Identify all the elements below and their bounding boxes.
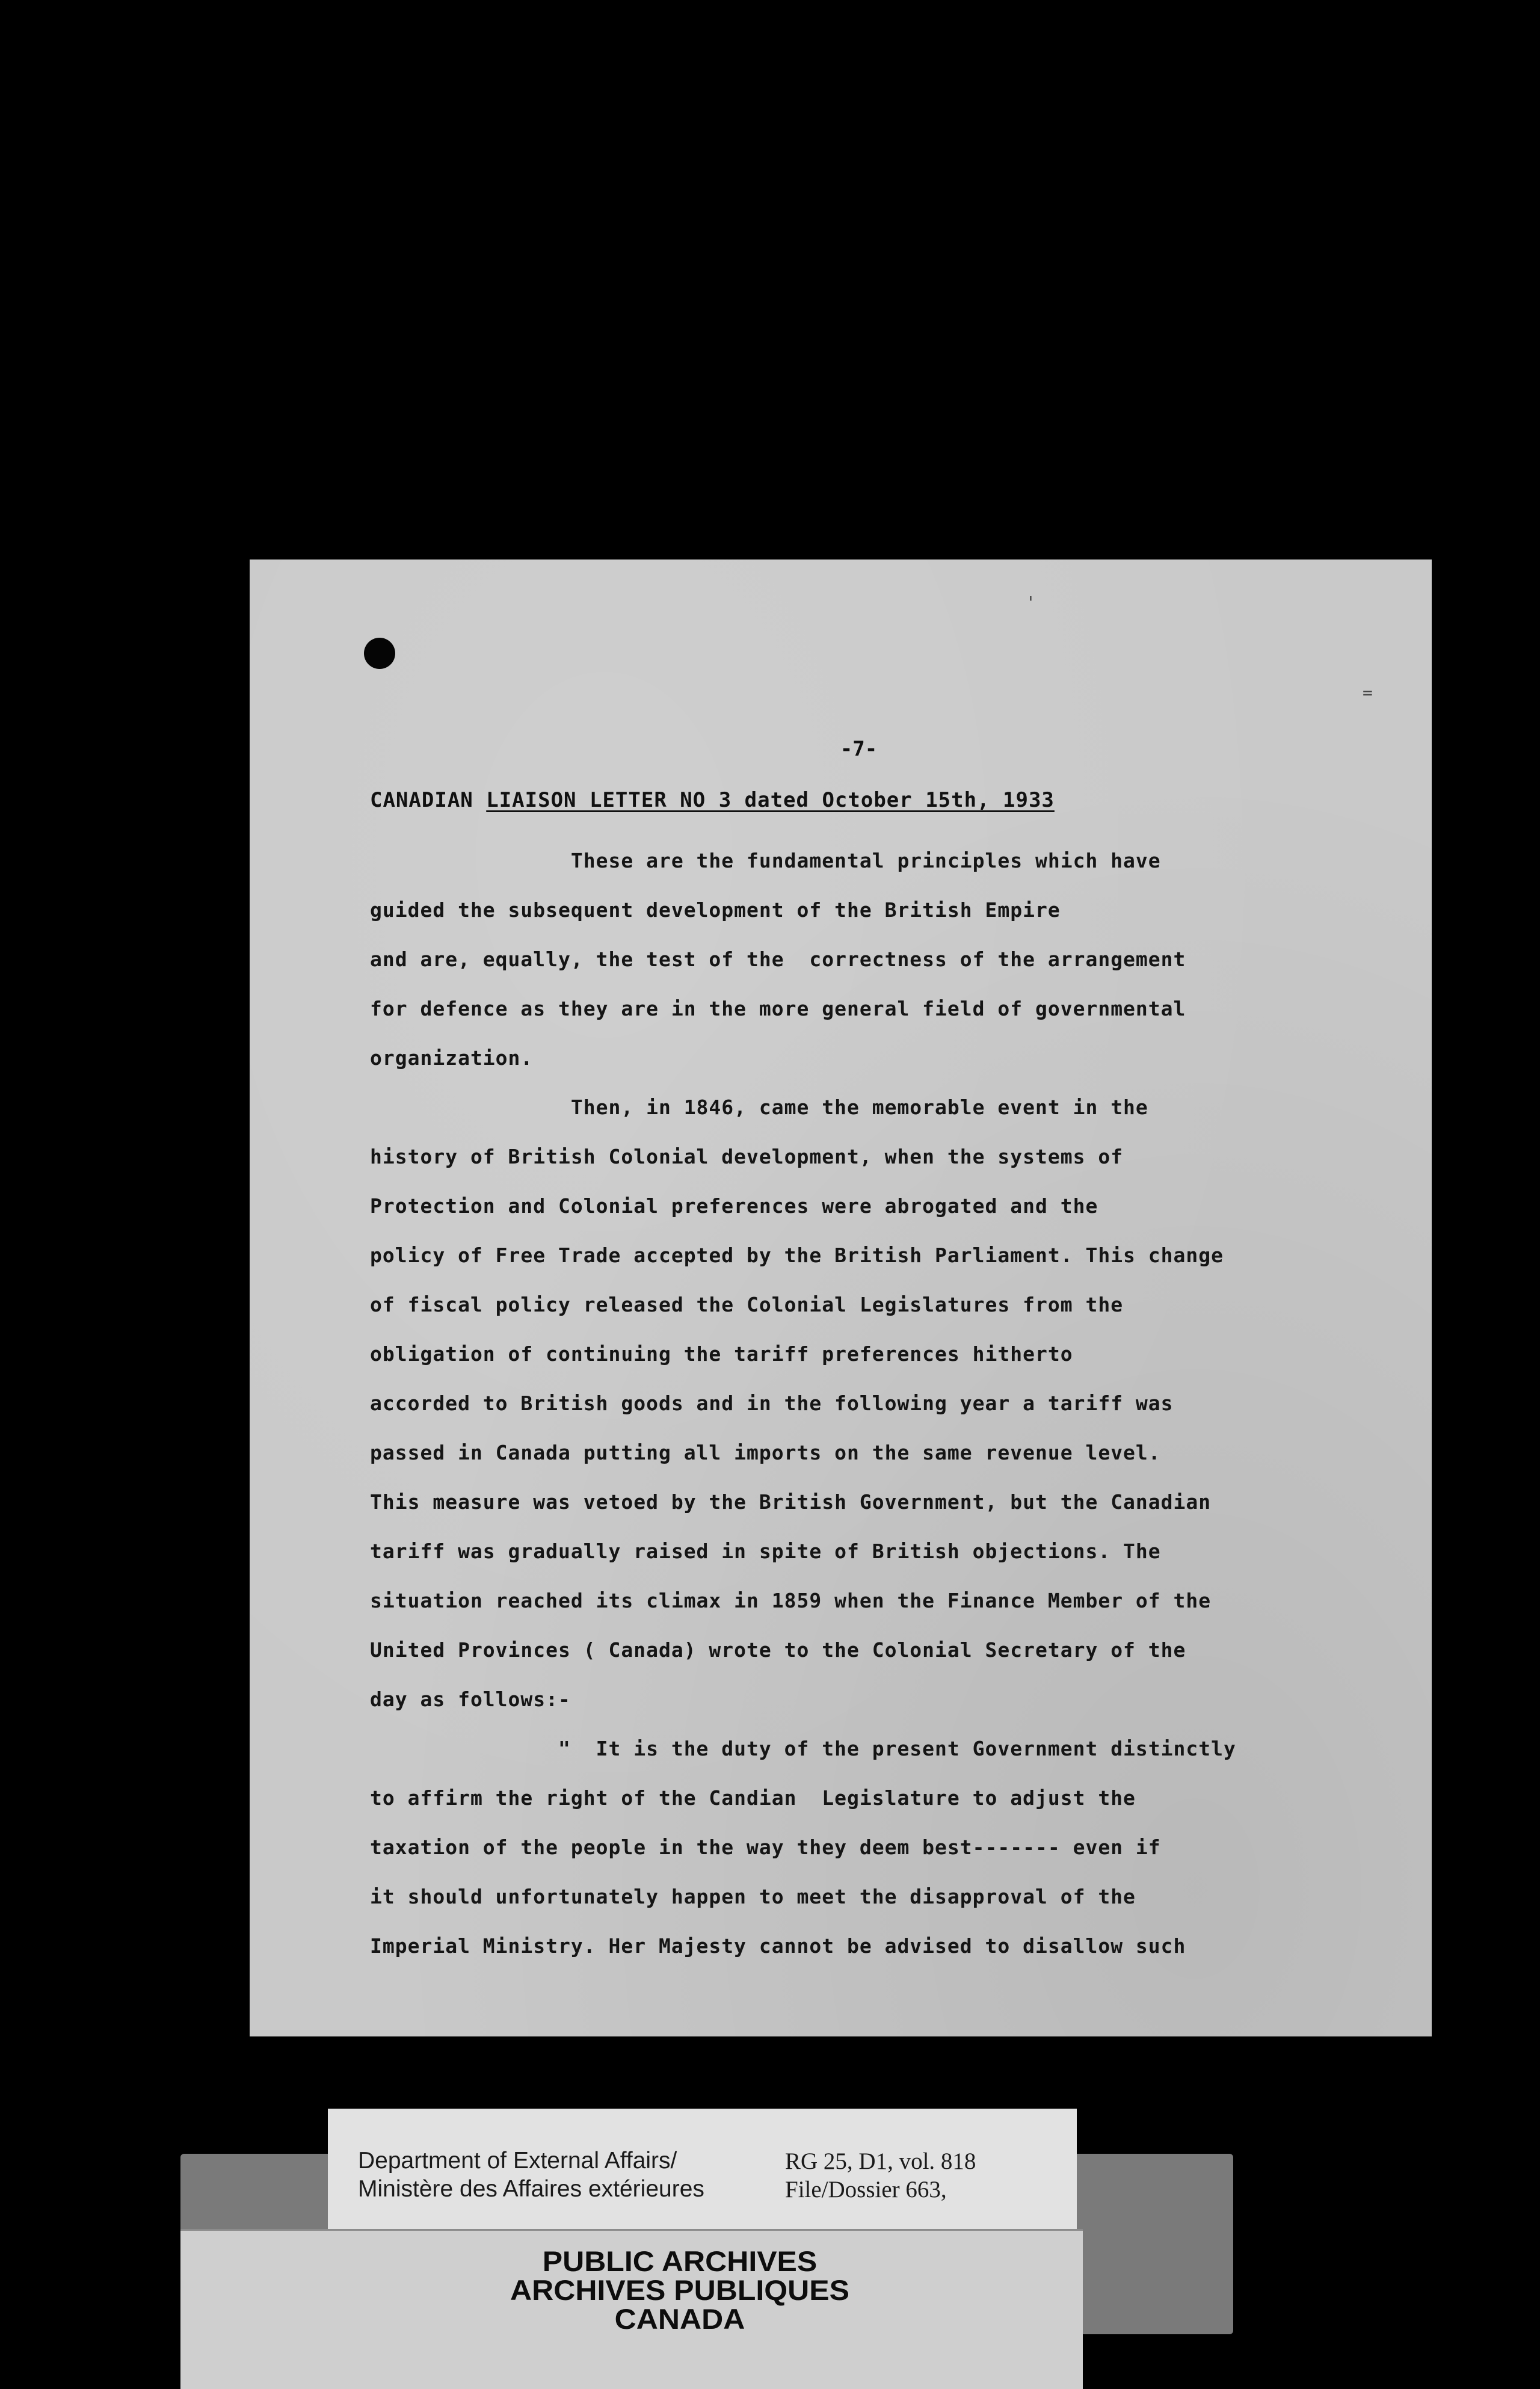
text-line: and are, equally, the test of the correctness of the arrangement <box>370 948 1186 971</box>
text-line: taxation of the people in the way they deem best------- even if <box>370 1836 1161 1859</box>
stray-mark: ' <box>1026 593 1036 612</box>
text-line: it should unfortunately happen to meet the disapproval of the <box>370 1885 1136 1908</box>
text-line: accorded to British goods and in the following year a tariff was <box>370 1392 1174 1415</box>
text-line: Imperial Ministry. Her Majesty cannot be advised to disallow such <box>370 1934 1186 1958</box>
text-line: situation reached its climax in 1859 when the Finance Member of the <box>370 1589 1212 1612</box>
stamp-line-3: CANADA <box>614 2303 745 2335</box>
letter-heading <box>370 788 1055 812</box>
page-number: -7- <box>840 737 878 761</box>
text-line: history of British Colonial development, when the systems of <box>370 1145 1124 1168</box>
text-line: to affirm the right of the Candian Legislature to adjust the <box>370 1786 1136 1810</box>
typed-page <box>250 559 1432 2036</box>
text-line: " It is the duty of the present Government distinctly <box>370 1737 1236 1760</box>
text-line: of fiscal policy released the Colonial Legislatures from the <box>370 1293 1124 1316</box>
letter-body <box>370 836 1405 1971</box>
department-en: Department of External Affairs/ <box>358 2148 677 2174</box>
text-line: This measure was vetoed by the British Government, but the Canadian <box>370 1490 1212 1514</box>
stamp-line-1: PUBLIC ARCHIVES <box>542 2245 818 2278</box>
text-line: United Provinces ( Canada) wrote to the Colonial Secretary of the <box>370 1638 1186 1662</box>
heading-prefix: CANADIAN <box>370 788 487 812</box>
text-line: tariff was gradually raised in spite of British objections. The <box>370 1540 1161 1563</box>
file-number: File/Dossier 663, <box>785 2177 947 2203</box>
text-line: passed in Canada putting all imports on the same revenue level. <box>370 1441 1161 1464</box>
text-line: obligation of continuing the tariff preferences hitherto <box>370 1342 1073 1366</box>
stray-mark: = <box>1363 683 1373 703</box>
text-line: day as follows:- <box>370 1688 571 1711</box>
text-line: policy of Free Trade accepted by the British Parliament. This change <box>370 1244 1224 1267</box>
text-line: These are the fundamental principles which have <box>370 849 1161 872</box>
text-line: for defence as they are in the more general field of governmental <box>370 997 1186 1020</box>
text-line: guided the subsequent development of the British Empire <box>370 898 1061 922</box>
department-fr: Ministère des Affaires extérieures <box>358 2176 704 2202</box>
text-line: Protection and Colonial preferences were abrogated and the <box>370 1194 1098 1218</box>
text-line: organization. <box>370 1046 534 1070</box>
heading-underlined: LIAISON LETTER NO 3 dated October 15th, 1933 <box>486 788 1055 812</box>
punch-hole <box>364 638 395 669</box>
text-line: Then, in 1846, came the memorable event in the <box>370 1096 1148 1119</box>
stamp-line-2: ARCHIVES PUBLIQUES <box>510 2274 849 2307</box>
reference-number: RG 25, D1, vol. 818 <box>785 2148 976 2174</box>
